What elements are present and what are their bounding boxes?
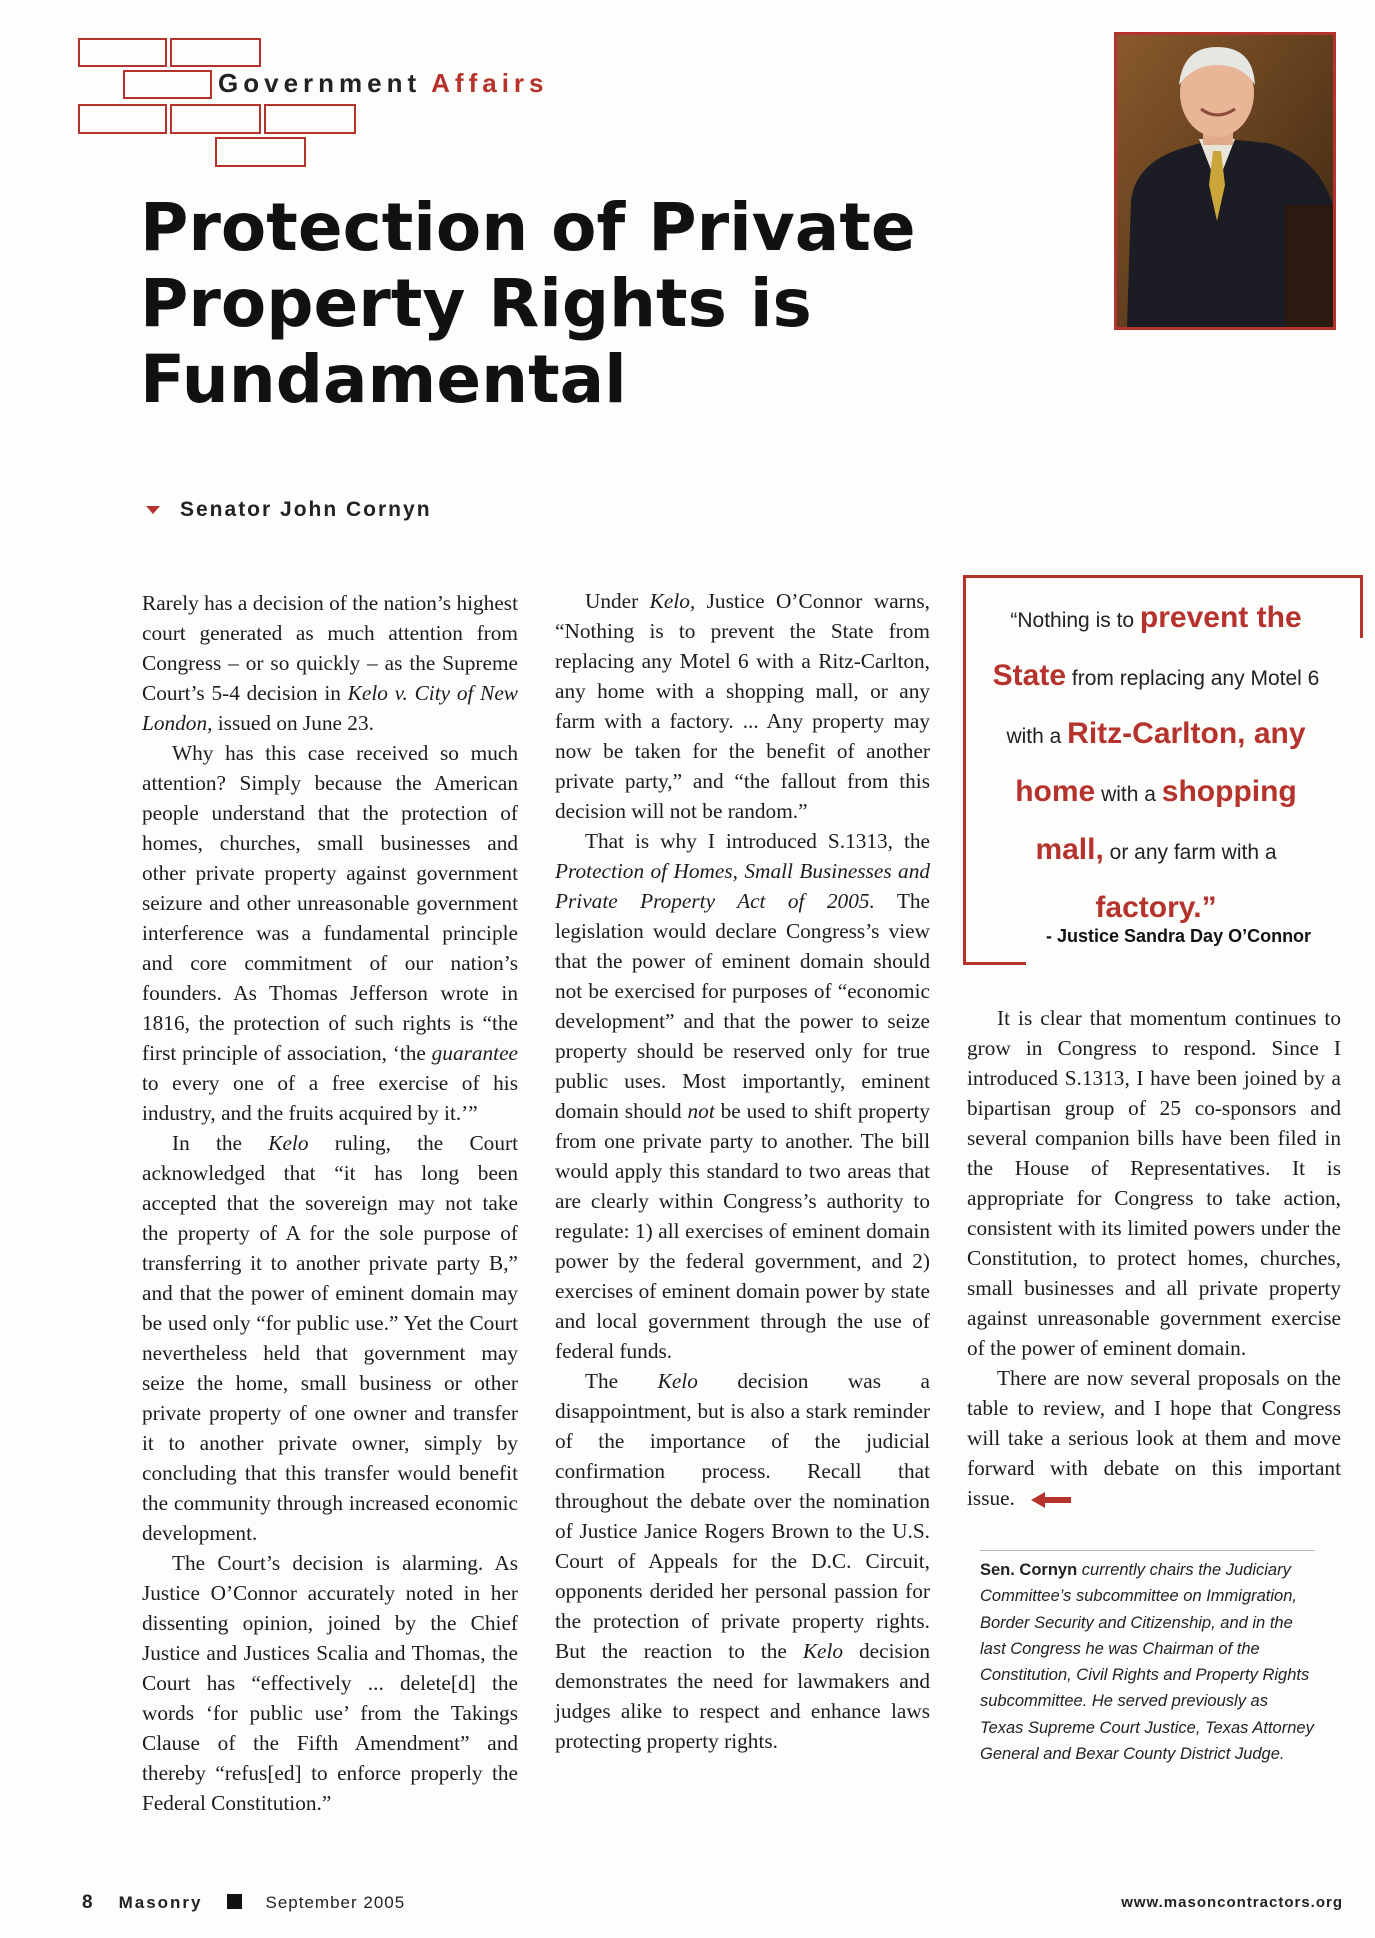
- portrait-photo-icon: [1117, 35, 1333, 327]
- magazine-name: Masonry: [118, 1893, 203, 1912]
- author-bio: Sen. Cornyn currently chairs the Judiciary Committee’s subcommittee on Immigration, Border Security and Citizenship, and in the last Congress he was Chairman of the Constitution, Civil Rights and Property Rights subcommittee. He served previously as Texas Supreme Court Justice, Texas Attorney General and Bexar County District Judge.: [980, 1550, 1315, 1767]
- paragraph: Why has this case received so much attention? Simply because the American people understand that the protection of homes, churches, small businesses and other private property against government seizure and other unreasonable government interference was a fundamental principle and core commitment of our nation’s founders. As Thomas Jefferson wrote in 1816, the protection of such rights is “the first principle of association, ‘the guarantee to every one of a free exercise of his industry, and the fruits acquired by it.’”: [142, 741, 518, 1125]
- paragraph: The Kelo decision was a disappointment, but is also a stark reminder of the importance of the judicial confirmation process. Recall that throughout the debate over the nomination of Justice Janice Rogers Brown to the U.S. Court of Appeals for the D.C. Circuit, opponents derided her personal passion for the protection of private property rights. But the reaction to the Kelo decision demonstrates the need for lawmakers and judges alike to respect and enhance laws protecting property rights.: [555, 1369, 931, 1753]
- article-column-1: [142, 588, 518, 1818]
- issue-date: September 2005: [265, 1893, 406, 1912]
- triangle-down-icon: [146, 506, 160, 514]
- paragraph: In the Kelo ruling, the Court acknowledged that “it has long been accepted that the sovereign may not take the property of A for the sole purpose of transferring it to another private party B,” and that the power of eminent domain may be used only “for public use.” Yet the Court nevertheless held that government may seize the home, small business or other private property of one owner and transfer it to another private owner, simply by concluding that this transfer would benefit the community through increased economic development.: [142, 1131, 518, 1545]
- brick: [170, 104, 261, 134]
- pull-quote-attribution: - Justice Sandra Day O’Connor: [1046, 926, 1312, 946]
- brick: [123, 70, 212, 99]
- section-label-part1: Government: [218, 68, 422, 98]
- pull-quote-rule: [966, 962, 1026, 965]
- paragraph: The Court’s decision is alarming. As Justice O’Connor accurately noted in her dissenting opinion, joined by the Chief Justice and Justices Scalia and Thomas, the Court has “effectively ... delete[d] the words ‘for public use’ from the Takings Clause of the Fifth Amendment” and thereby “refus[ed] to enforce properly the Federal Constitution.”: [142, 1551, 518, 1815]
- headline: [140, 190, 1000, 418]
- square-icon: [227, 1894, 242, 1909]
- page-number: 8: [82, 1892, 93, 1913]
- byline-name: Senator John Cornyn: [180, 498, 432, 521]
- section-label-part2: Affairs: [431, 68, 549, 98]
- brick: [78, 38, 167, 67]
- headline-line: Property Rights is: [140, 265, 812, 342]
- brick: [78, 104, 167, 134]
- paragraph: There are now several proposals on the table to review, and I hope that Congress will take a serious look at them and move forward with debate on this important issue.: [967, 1366, 1341, 1510]
- footer-url[interactable]: www.masoncontractors.org: [1121, 1894, 1343, 1911]
- pull-quote-rule: [1360, 578, 1363, 638]
- paragraph: It is clear that momentum continues to grow in Congress to respond. Since I introduced S.1313, I have been joined by a bipartisan group of 25 co-sponsors and several companion bills have been filed in the House of Representatives. It is appropriate for Congress to take action, consistent with its limited powers under the Constitution, to protect homes, churches, small businesses and all private property against unreasonable government exercise of the power of eminent domain.: [967, 1006, 1341, 1360]
- byline: [146, 498, 432, 522]
- pull-quote-text: “Nothing is to prevent the State from replacing any Motel 6 with a Ritz-Carlton, any home with a shopping mall, or any farm with a factory.”: [992, 601, 1320, 924]
- paragraph: Under Kelo, Justice O’Connor warns, “Nothing is to prevent the State from replacing any Motel 6 with a Ritz-Carlton, any home with a shopping mall, or any farm with a factory. ... Any property may now be taken for the benefit of another private party,” and “the fallout from this decision will not be random.”: [555, 589, 931, 823]
- brick: [215, 137, 306, 167]
- pointing-hand-icon: [1029, 1491, 1073, 1509]
- section-label: [218, 68, 549, 99]
- paragraph: That is why I introduced S.1313, the Protection of Homes, Small Businesses and Private Property Act of 2005. The legislation would declare Congress’s view that the power of eminent domain should not be exercised for purposes of “economic development” and that the power to seize property should be reserved only for true public uses. Most importantly, eminent domain should not be used to shift property from one private party to another. The bill would apply this standard to two areas that are clearly within Congress’s authority to regulate: 1) all exercises of eminent domain power by the federal government, and 2) exercises of eminent domain power by state and local government through the use of federal funds.: [555, 829, 931, 1363]
- brick: [264, 104, 356, 134]
- pull-quote: [963, 575, 1363, 965]
- article-column-3: [967, 1003, 1341, 1513]
- headline-line: Fundamental: [140, 341, 627, 418]
- headline-line: Protection of Private: [140, 189, 916, 266]
- author-photo: [1114, 32, 1336, 330]
- paragraph: Rarely has a decision of the nation’s highest court generated as much attention from Congress – or so quickly – as the Supreme Court’s 5-4 decision in Kelo v. City of New London, issued on June 23.: [142, 591, 518, 735]
- brick: [170, 38, 261, 67]
- article-column-2: [555, 586, 930, 1756]
- footer: [82, 1892, 405, 1914]
